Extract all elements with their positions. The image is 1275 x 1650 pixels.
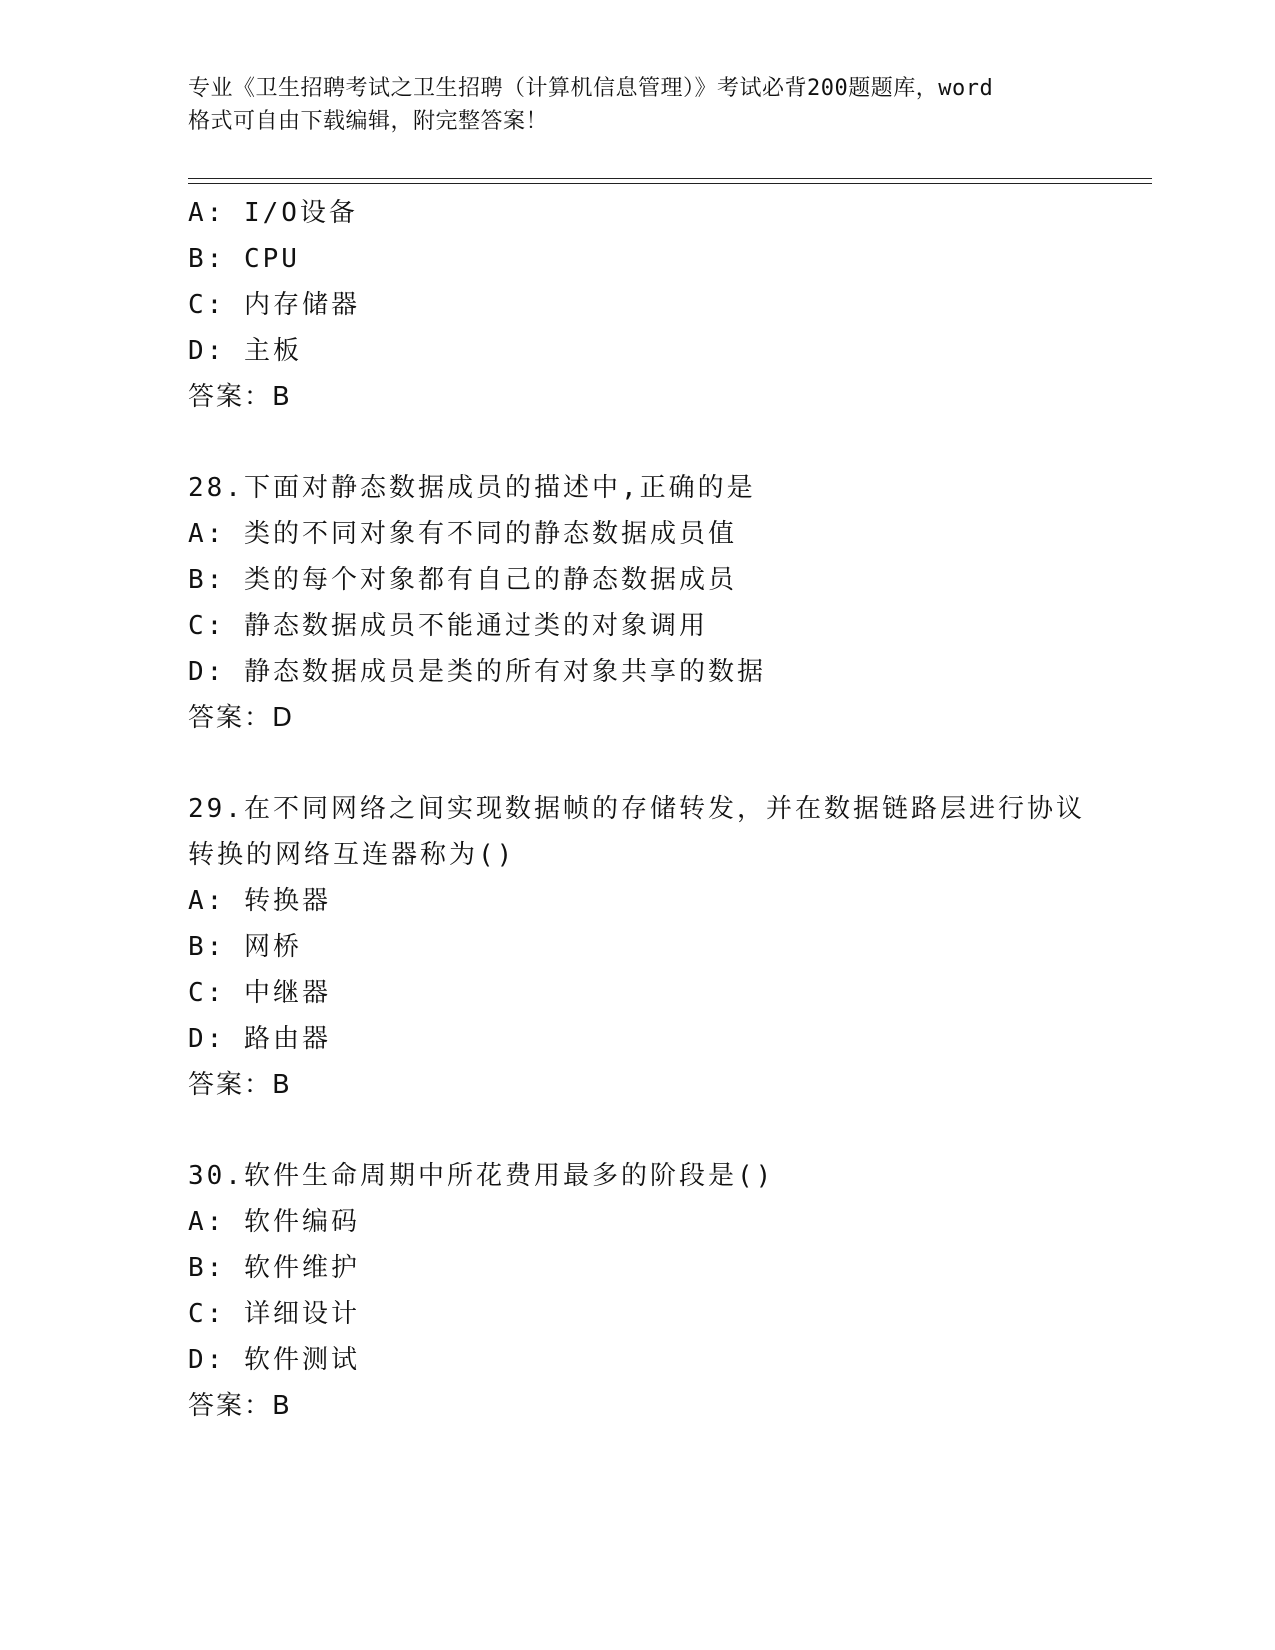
option-c: C: 中继器 bbox=[188, 978, 331, 1008]
answer-line: 答案：B bbox=[188, 1391, 292, 1421]
option-d: D: 软件测试 bbox=[188, 1345, 360, 1375]
option-d: D: 静态数据成员是类的所有对象共享的数据 bbox=[188, 657, 766, 687]
spacer bbox=[188, 420, 1148, 465]
header-line-1: 专业《卫生招聘考试之卫生招聘（计算机信息管理）》考试必背200题题库，word bbox=[188, 76, 994, 101]
option-c: C: 静态数据成员不能通过类的对象调用 bbox=[188, 611, 708, 641]
header-divider-top bbox=[188, 178, 1152, 179]
option-b: B: CPU bbox=[188, 244, 300, 274]
question-block-28 bbox=[188, 465, 1148, 741]
option-b: B: 软件维护 bbox=[188, 1253, 360, 1283]
option-d: D: 主板 bbox=[188, 336, 302, 366]
option-b: B: 类的每个对象都有自己的静态数据成员 bbox=[188, 565, 737, 595]
option-a: A: I/O设备 bbox=[188, 198, 358, 228]
header-line-2: 格式可自由下载编辑，附完整答案！ bbox=[188, 109, 549, 134]
option-a: A: 转换器 bbox=[188, 886, 331, 916]
answer-line: 答案：B bbox=[188, 382, 292, 412]
header-divider-bottom bbox=[188, 183, 1152, 184]
question-title-continued: 转换的网络互连器称为() bbox=[188, 840, 516, 870]
question-title: 28.下面对静态数据成员的描述中,正确的是 bbox=[188, 473, 756, 503]
answer-line: 答案：D bbox=[188, 703, 295, 733]
option-c: C: 内存储器 bbox=[188, 290, 360, 320]
option-c: C: 详细设计 bbox=[188, 1299, 360, 1329]
question-title: 29.在不同网络之间实现数据帧的存储转发，并在数据链路层进行协议 bbox=[188, 794, 1085, 824]
spacer bbox=[188, 1108, 1148, 1153]
spacer bbox=[188, 741, 1148, 786]
option-d: D: 路由器 bbox=[188, 1024, 331, 1054]
option-a: A: 软件编码 bbox=[188, 1207, 360, 1237]
document-header bbox=[188, 72, 1088, 138]
answer-line: 答案：B bbox=[188, 1070, 292, 1100]
question-list bbox=[188, 190, 1148, 1429]
question-block-30 bbox=[188, 1153, 1148, 1429]
question-block-prev bbox=[188, 190, 1148, 420]
question-block-29 bbox=[188, 786, 1148, 1108]
option-a: A: 类的不同对象有不同的静态数据成员值 bbox=[188, 519, 737, 549]
question-title: 30.软件生命周期中所花费用最多的阶段是() bbox=[188, 1161, 775, 1191]
option-b: B: 网桥 bbox=[188, 932, 302, 962]
